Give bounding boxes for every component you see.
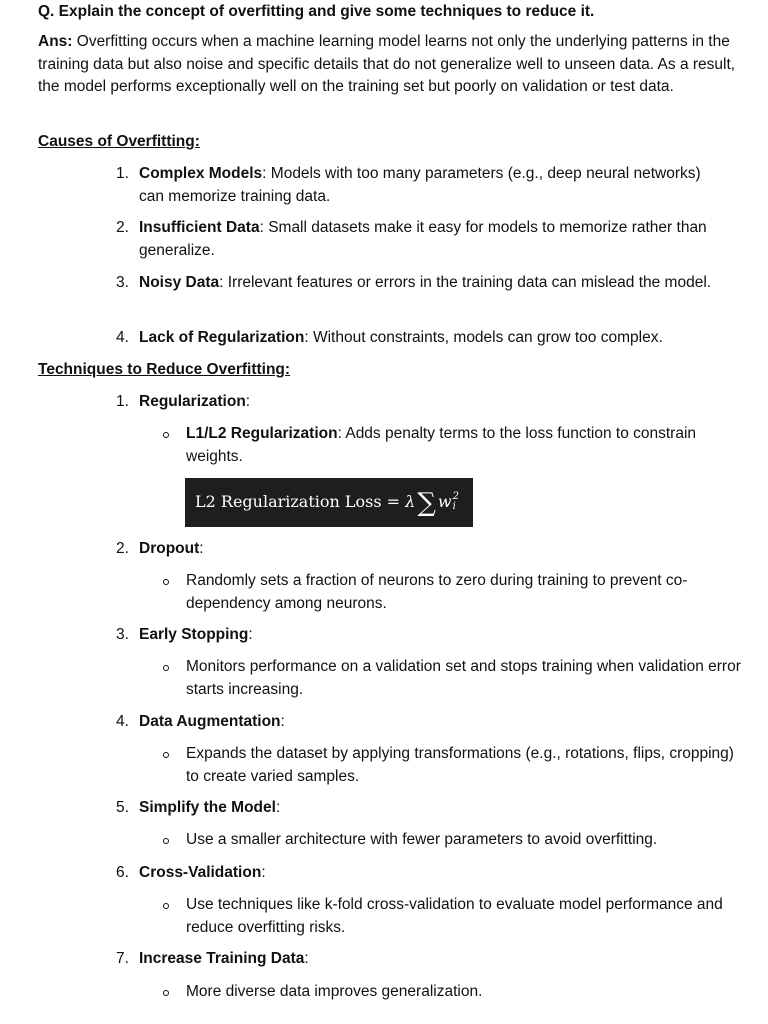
technique-number: 6. — [116, 864, 129, 881]
cause-number: 1. — [116, 165, 129, 182]
formula-sup: 2 — [452, 490, 459, 502]
cause-text — [139, 163, 714, 208]
hollow-bullet-icon — [163, 838, 169, 844]
bullet-text: Randomly sets a fraction of neurons to zero during training to prevent co-dependency among neurons. — [186, 572, 688, 612]
technique-title — [139, 624, 714, 647]
technique-colon: : — [304, 950, 309, 967]
technique-number: 2. — [116, 540, 129, 557]
cause-term: Noisy Data — [139, 274, 220, 291]
technique-colon: : — [261, 864, 266, 881]
technique-title — [139, 797, 714, 820]
cause-term: Complex Models — [139, 165, 263, 182]
cause-text — [139, 272, 714, 295]
technique-title — [139, 391, 714, 414]
formula-label: L2 Regularization Loss — [195, 492, 382, 512]
technique-term: Cross-Validation — [139, 864, 262, 881]
technique-colon: : — [275, 799, 281, 816]
l2-formula-box — [185, 478, 473, 527]
causes-heading: Causes of Overfitting: — [38, 133, 200, 150]
technique-number: 4. — [116, 713, 129, 730]
bullet-text: Use techniques like k-fold cross-validation to evaluate model performance and reduce overfitting risks. — [186, 896, 723, 936]
bullet-text — [186, 423, 742, 468]
technique-title — [139, 948, 714, 971]
cause-text — [139, 217, 714, 262]
cause-desc: : Models with too many parameters (e.g., deep neural networks) can memorize training data. — [139, 165, 701, 205]
answer-paragraph — [38, 31, 740, 99]
cause-desc: : Small datasets make it easy for models to memorize rather than generalize. — [139, 219, 707, 259]
bullet-text: Expands the dataset by applying transformations (e.g., rotations, flips, cropping) to create varied samples. — [186, 745, 734, 785]
technique-number: 1. — [116, 393, 129, 410]
formula-lambda: λ — [405, 492, 416, 512]
hollow-bullet-icon — [163, 432, 169, 438]
technique-term: Simplify the Model — [139, 799, 276, 816]
cause-number: 2. — [116, 219, 129, 236]
bullet-text: Use a smaller architecture with fewer parameters to avoid overfitting. — [186, 831, 658, 848]
technique-term: Dropout — [139, 540, 200, 557]
formula-indices — [453, 492, 459, 512]
cause-term: Insufficient Data — [139, 219, 260, 236]
technique-colon: : — [248, 626, 253, 643]
technique-term: Regularization — [139, 393, 246, 410]
formula-sum: ∑ — [417, 488, 436, 519]
hollow-bullet-icon — [163, 665, 169, 671]
formula-var: w — [437, 492, 452, 512]
question-heading: Q. Explain the concept of overfitting and give some techniques to reduce it. — [38, 3, 595, 20]
answer-label: Ans: — [38, 33, 73, 50]
technique-colon: : — [245, 393, 251, 410]
bullet-text: Monitors performance on a validation set and stops training when validation error starts increasing. — [186, 658, 741, 698]
technique-term: Early Stopping — [139, 626, 249, 643]
cause-desc: : Without constraints, models can grow too complex. — [304, 329, 663, 346]
bullet-desc: : Adds penalty terms to the loss function to constrain weights. — [186, 425, 697, 465]
cause-desc: : Irrelevant features or errors in the training data can mislead the model. — [219, 274, 712, 291]
hollow-bullet-icon — [163, 579, 169, 585]
cause-number: 3. — [116, 274, 129, 291]
hollow-bullet-icon — [163, 903, 169, 909]
hollow-bullet-icon — [163, 752, 169, 758]
technique-title — [139, 538, 714, 561]
technique-colon: : — [280, 713, 285, 730]
cause-term: Lack of Regularization — [139, 329, 305, 346]
technique-term: Data Augmentation — [139, 713, 281, 730]
technique-number: 5. — [116, 799, 129, 816]
techniques-heading: Techniques to Reduce Overfitting: — [38, 361, 291, 378]
formula-sub: i — [452, 500, 456, 512]
technique-title — [139, 862, 714, 885]
technique-number: 7. — [116, 950, 129, 967]
technique-colon: : — [199, 540, 204, 557]
technique-number: 3. — [116, 626, 129, 643]
answer-text: Overfitting occurs when a machine learning model learns not only the underlying patterns in the training data but also noise and specific details that do not generalize well to unseen data. As a result, the model performs exceptionally well on the training set but poorly on validation or test data. — [38, 33, 736, 95]
bullet-text: More diverse data improves generalization. — [186, 983, 483, 1000]
bullet-term: L1/L2 Regularization — [186, 425, 338, 442]
technique-title — [139, 711, 714, 734]
technique-term: Increase Training Data — [139, 950, 305, 967]
cause-text — [139, 327, 714, 350]
cause-number: 4. — [116, 329, 129, 346]
hollow-bullet-icon — [163, 990, 169, 996]
formula-equals: = — [381, 492, 406, 512]
